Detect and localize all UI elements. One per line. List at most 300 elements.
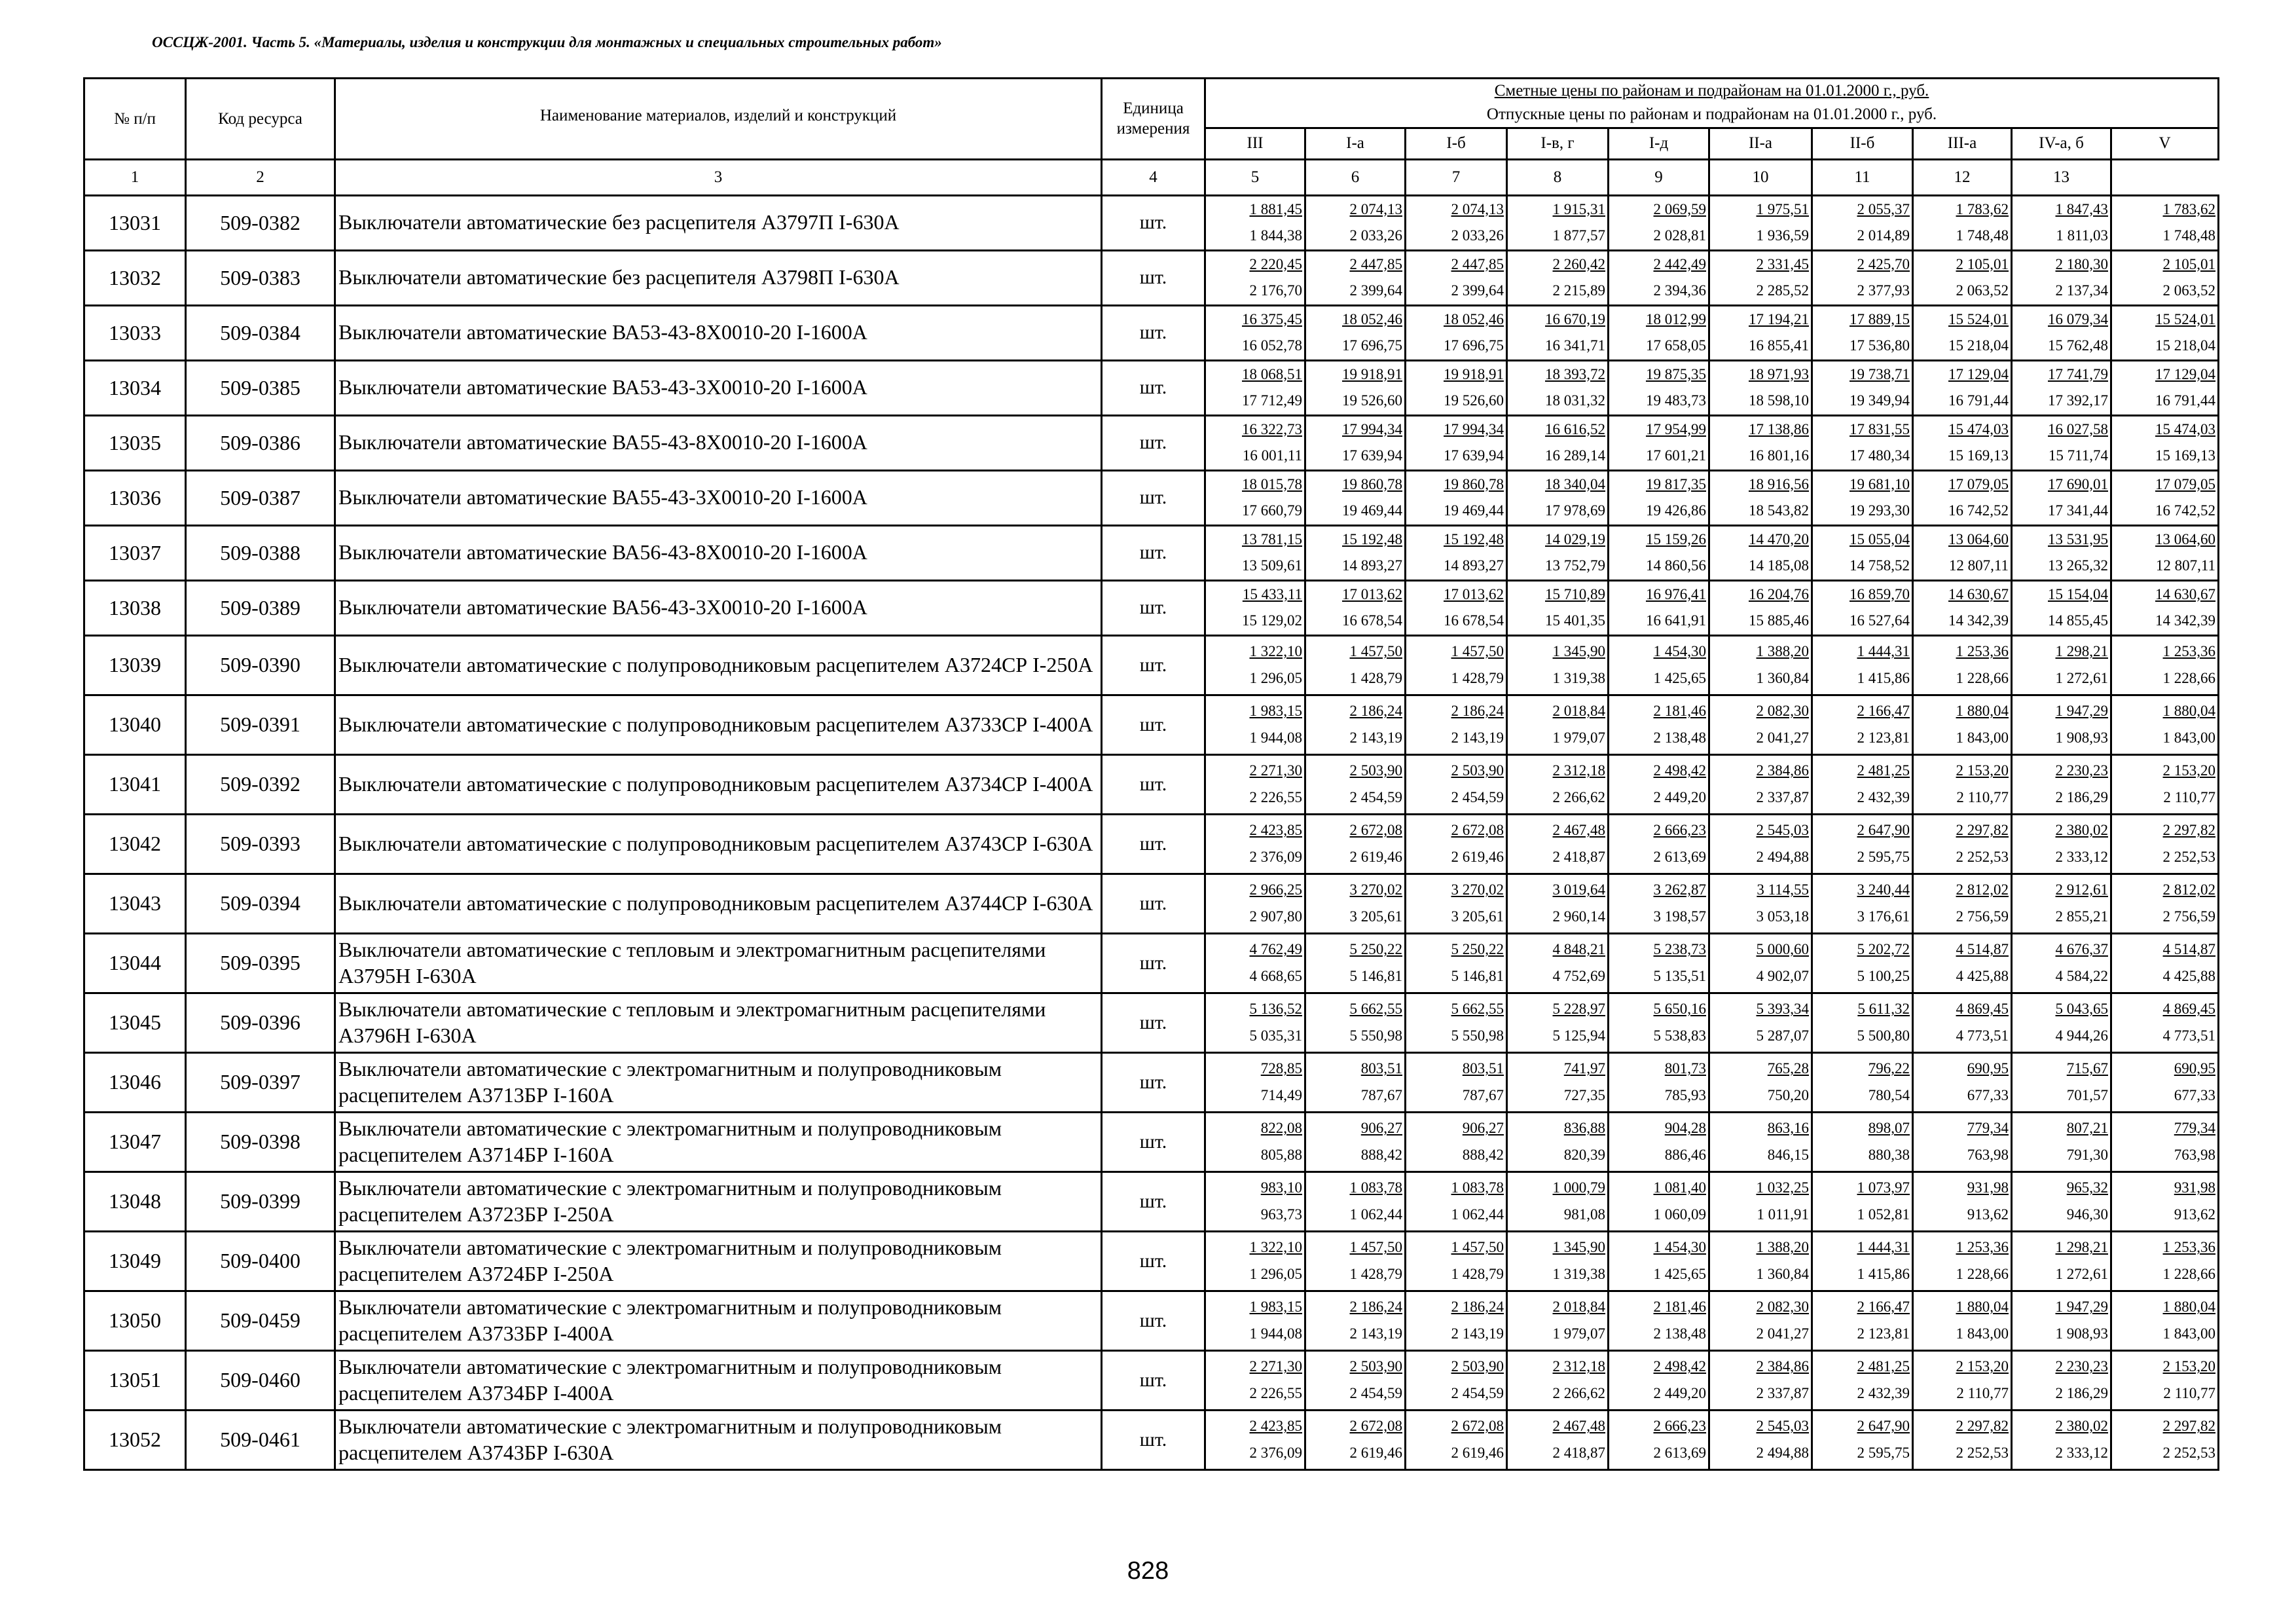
release-price: 14 860,56 <box>1646 557 1706 574</box>
price-cell <box>1913 360 2012 415</box>
estimate-price: 4 676,37 <box>2055 941 2108 958</box>
estimate-price: 13 781,15 <box>1242 530 1302 547</box>
resource-code: 509-0387 <box>186 470 335 525</box>
release-price: 2 418,87 <box>1552 1444 1605 1461</box>
release-price: 763,98 <box>2174 1146 2216 1163</box>
estimate-price: 2 181,46 <box>1653 703 1706 720</box>
unit: шт. <box>1102 933 1205 993</box>
release-price: 805,88 <box>1260 1146 1302 1163</box>
table-row <box>84 993 2219 1052</box>
estimate-price: 19 918,91 <box>1342 365 1402 382</box>
item-name: Выключатели автоматические с электромагнитным и полупроводниковым расцепителем А3743БР I-630А <box>335 1410 1102 1469</box>
price-cell <box>1609 1350 1709 1410</box>
region-header: I-б <box>1406 128 1507 159</box>
estimate-price: 904,28 <box>1664 1120 1706 1137</box>
estimate-price: 2 503,90 <box>1451 1358 1504 1375</box>
price-cell <box>1507 470 1609 525</box>
region-header: V <box>2111 128 2219 159</box>
price-cell <box>1507 874 1609 933</box>
release-price: 2 494,88 <box>1756 848 1809 865</box>
price-cell <box>1406 1052 1507 1112</box>
release-price: 1 360,84 <box>1756 1265 1809 1282</box>
release-price: 1 272,61 <box>2055 1265 2108 1282</box>
price-cell <box>1305 933 1406 993</box>
price-cell <box>1507 754 1609 814</box>
estimate-price: 807,21 <box>2066 1120 2108 1137</box>
table-row <box>84 1052 2219 1112</box>
estimate-price: 1 983,15 <box>1249 703 1302 720</box>
estimate-price: 1 881,45 <box>1249 200 1302 217</box>
estimate-price: 19 875,35 <box>1646 365 1706 382</box>
price-cell <box>2012 1350 2111 1410</box>
price-cell <box>1305 1291 1406 1350</box>
estimate-price: 2 672,08 <box>1451 822 1504 839</box>
estimate-price: 2 271,30 <box>1249 762 1302 779</box>
estimate-price: 690,95 <box>2174 1060 2216 1077</box>
col-header-prices <box>1205 79 2219 128</box>
estimate-price: 5 662,55 <box>1349 1001 1402 1018</box>
unit: шт. <box>1102 1291 1205 1350</box>
price-cell <box>2111 1410 2219 1469</box>
estimate-price: 13 064,60 <box>1948 530 2009 547</box>
estimate-price: 5 238,73 <box>1653 941 1706 958</box>
estimate-price: 1 345,90 <box>1552 643 1605 660</box>
price-cell <box>2012 814 2111 874</box>
price-cell <box>1406 1112 1507 1172</box>
release-price: 2 110,77 <box>2163 788 2216 805</box>
release-price: 1 843,00 <box>2162 729 2216 746</box>
release-price: 2 960,14 <box>1552 908 1605 925</box>
release-price: 701,57 <box>2066 1086 2108 1103</box>
price-cell <box>1709 993 1812 1052</box>
estimate-price: 15 524,01 <box>1948 310 2009 327</box>
estimate-price: 2 503,90 <box>1349 1358 1402 1375</box>
price-cell <box>2012 1291 2111 1350</box>
price-cell <box>1406 993 1507 1052</box>
price-cell <box>1609 1410 1709 1469</box>
release-price: 14 342,39 <box>1948 612 2009 629</box>
price-cell <box>1709 754 1812 814</box>
price-cell <box>1305 1410 1406 1469</box>
release-price: 14 893,27 <box>1444 557 1504 574</box>
estimate-price: 17 194,21 <box>1749 310 1809 327</box>
estimate-price: 16 204,76 <box>1749 585 1809 602</box>
estimate-price: 2 018,84 <box>1552 703 1605 720</box>
estimate-price: 2 055,37 <box>1857 200 1910 217</box>
unit: шт. <box>1102 1350 1205 1410</box>
price-cell <box>2012 933 2111 993</box>
release-price: 2 454,59 <box>1451 1384 1504 1401</box>
item-name: Выключатели автоматические с электромагнитным и полупроводниковым расцепителем А3714БР I-160А <box>335 1112 1102 1172</box>
estimate-price: 2 447,85 <box>1349 255 1402 272</box>
price-cell <box>1507 195 1609 250</box>
release-price: 2 449,20 <box>1653 788 1706 805</box>
estimate-price: 17 129,04 <box>1948 365 2009 382</box>
price-cell <box>1406 415 1507 470</box>
release-price: 17 712,49 <box>1242 392 1302 409</box>
price-cell <box>1406 1291 1507 1350</box>
release-price: 2 285,52 <box>1756 282 1809 299</box>
resource-code: 509-0400 <box>186 1231 335 1291</box>
estimate-price: 2 260,42 <box>1552 255 1605 272</box>
price-cell <box>1709 305 1812 360</box>
release-price: 2 376,09 <box>1249 1444 1302 1461</box>
release-price: 1 908,93 <box>2055 1325 2108 1342</box>
price-cell <box>1609 525 1709 580</box>
estimate-price: 5 136,52 <box>1249 1001 1302 1018</box>
estimate-price: 1 983,15 <box>1249 1299 1302 1316</box>
release-price: 15 218,04 <box>2155 337 2216 354</box>
estimate-price: 19 817,35 <box>1646 475 1706 492</box>
item-name: Выключатели автоматические с электромагнитным и полупроводниковым расцепителем А3713БР I-160А <box>335 1052 1102 1112</box>
estimate-price: 4 762,49 <box>1249 941 1302 958</box>
price-cell <box>1205 1291 1305 1350</box>
release-price: 2 143,19 <box>1451 1325 1504 1342</box>
price-cell <box>1205 1350 1305 1410</box>
release-price: 1 748,48 <box>1956 227 2009 244</box>
estimate-price: 3 114,55 <box>1757 881 1809 898</box>
release-price: 2 041,27 <box>1756 1325 1809 1342</box>
unit: шт. <box>1102 814 1205 874</box>
row-number: 13031 <box>84 195 186 250</box>
estimate-price: 2 105,01 <box>2162 255 2216 272</box>
resource-code: 509-0396 <box>186 993 335 1052</box>
release-price: 3 176,61 <box>1857 908 1910 925</box>
price-cell <box>1709 195 1812 250</box>
release-price: 2 123,81 <box>1857 729 1910 746</box>
price-cell <box>1609 195 1709 250</box>
release-price: 5 538,83 <box>1653 1027 1706 1044</box>
release-price: 4 668,65 <box>1249 967 1302 984</box>
region-header: II-а <box>1709 128 1812 159</box>
release-price: 18 598,10 <box>1749 392 1809 409</box>
price-cell <box>1507 415 1609 470</box>
price-cell <box>1406 933 1507 993</box>
item-name: Выключатели автоматические без расцепителя А3797П I-630А <box>335 195 1102 250</box>
price-cell <box>1205 415 1305 470</box>
release-price: 2 138,48 <box>1653 729 1706 746</box>
release-price: 946,30 <box>2066 1206 2108 1223</box>
estimate-price: 2 423,85 <box>1249 822 1302 839</box>
release-price: 2 333,12 <box>2055 848 2108 865</box>
row-number: 13049 <box>84 1231 186 1291</box>
release-price: 1 843,00 <box>1956 1325 2009 1342</box>
estimate-price: 1 081,40 <box>1653 1179 1706 1196</box>
release-price: 17 660,79 <box>1242 502 1302 519</box>
price-cell <box>1913 635 2012 695</box>
estimate-price: 801,73 <box>1664 1060 1706 1077</box>
release-price: 19 526,60 <box>1342 392 1402 409</box>
release-price: 2 907,80 <box>1249 908 1302 925</box>
release-price: 2 756,59 <box>1956 908 2009 925</box>
price-cell <box>2012 1231 2111 1291</box>
unit: шт. <box>1102 1112 1205 1172</box>
estimate-price: 18 015,78 <box>1242 475 1302 492</box>
release-price: 17 658,05 <box>1646 337 1706 354</box>
estimate-price: 2 181,46 <box>1653 1299 1706 1316</box>
estimate-price: 17 994,34 <box>1342 420 1402 437</box>
prices-header-estimate: Сметные цены по районам и подрайонам на 01.01.2000 г., руб. <box>1494 82 1929 100</box>
release-price: 1 228,66 <box>2162 1265 2216 1282</box>
price-cell <box>1205 470 1305 525</box>
price-cell <box>1507 360 1609 415</box>
estimate-price: 5 000,60 <box>1756 941 1809 958</box>
price-cell <box>1507 993 1609 1052</box>
table-row <box>84 635 2219 695</box>
item-name: Выключатели автоматические с полупроводниковым расцепителем А3743СР I-630А <box>335 814 1102 874</box>
price-cell <box>1709 415 1812 470</box>
estimate-price: 1 457,50 <box>1349 1239 1402 1256</box>
release-price: 1 319,38 <box>1552 669 1605 686</box>
price-cell <box>1609 415 1709 470</box>
price-cell <box>2012 1052 2111 1112</box>
price-cell <box>1205 580 1305 635</box>
price-cell <box>2111 993 2219 1052</box>
price-cell <box>1406 635 1507 695</box>
release-price: 981,08 <box>1563 1206 1605 1223</box>
release-price: 1 228,66 <box>2162 669 2216 686</box>
estimate-price: 779,34 <box>1967 1120 2009 1137</box>
price-cell <box>1507 1052 1609 1112</box>
release-price: 5 500,80 <box>1857 1027 1910 1044</box>
estimate-price: 1 880,04 <box>2162 1299 2216 1316</box>
price-cell <box>1913 1112 2012 1172</box>
release-price: 4 944,26 <box>2055 1027 2108 1044</box>
estimate-price: 18 393,72 <box>1545 365 1605 382</box>
estimate-price: 2 186,24 <box>1451 1299 1504 1316</box>
release-price: 17 392,17 <box>2048 392 2108 409</box>
estimate-price: 1 083,78 <box>1451 1179 1504 1196</box>
release-price: 5 135,51 <box>1653 967 1706 984</box>
price-cell <box>1305 874 1406 933</box>
release-price: 2 028,81 <box>1653 227 1706 244</box>
estimate-price: 15 524,01 <box>2155 310 2216 327</box>
release-price: 15 711,74 <box>2048 447 2108 464</box>
price-cell <box>2111 933 2219 993</box>
estimate-price: 1 444,31 <box>1857 1239 1910 1256</box>
resource-code: 509-0392 <box>186 754 335 814</box>
unit: шт. <box>1102 993 1205 1052</box>
estimate-price: 14 630,67 <box>1948 585 2009 602</box>
estimate-price: 19 860,78 <box>1444 475 1504 492</box>
price-cell <box>1709 580 1812 635</box>
col-header-name: Наименование материалов, изделий и конструкций <box>335 79 1102 160</box>
price-cell <box>1709 470 1812 525</box>
resource-code: 509-0393 <box>186 814 335 874</box>
unit: шт. <box>1102 250 1205 305</box>
price-cell <box>2111 1172 2219 1231</box>
table-row <box>84 415 2219 470</box>
estimate-price: 3 019,64 <box>1552 881 1605 898</box>
price-cell <box>1507 695 1609 754</box>
unit: шт. <box>1102 874 1205 933</box>
release-price: 2 619,46 <box>1349 848 1402 865</box>
price-cell <box>1305 415 1406 470</box>
column-number: 13 <box>2012 159 2111 195</box>
release-price: 963,73 <box>1260 1206 1302 1223</box>
price-cell <box>1913 525 2012 580</box>
release-price: 1 228,66 <box>1956 669 2009 686</box>
estimate-price: 2 442,49 <box>1653 255 1706 272</box>
release-price: 2 186,29 <box>2055 1384 2108 1401</box>
unit: шт. <box>1102 754 1205 814</box>
price-cell <box>1205 993 1305 1052</box>
price-cell <box>1609 993 1709 1052</box>
estimate-price: 18 340,04 <box>1545 475 1605 492</box>
estimate-price: 5 393,34 <box>1756 1001 1809 1018</box>
price-cell <box>1812 305 1913 360</box>
price-cell <box>2012 360 2111 415</box>
resource-code: 509-0399 <box>186 1172 335 1231</box>
item-name: Выключатели автоматические без расцепителя А3798П I-630А <box>335 250 1102 305</box>
release-price: 714,49 <box>1260 1086 1302 1103</box>
estimate-price: 983,10 <box>1260 1179 1302 1196</box>
estimate-price: 1 457,50 <box>1349 643 1402 660</box>
price-cell <box>1205 1112 1305 1172</box>
release-price: 1 011,91 <box>1757 1206 1809 1223</box>
estimate-price: 803,51 <box>1360 1060 1402 1077</box>
price-table <box>83 77 2219 1471</box>
row-number: 13039 <box>84 635 186 695</box>
resource-code: 509-0388 <box>186 525 335 580</box>
release-price: 2 014,89 <box>1857 227 1910 244</box>
estimate-price: 15 154,04 <box>2048 585 2108 602</box>
region-header: IV-а, б <box>2012 128 2111 159</box>
price-cell <box>1709 360 1812 415</box>
release-price: 4 425,88 <box>1956 967 2009 984</box>
release-price: 820,39 <box>1563 1146 1605 1163</box>
item-name: Выключатели автоматические ВА53-43-3Х0010-20 I-1600А <box>335 360 1102 415</box>
estimate-price: 2 467,48 <box>1552 1418 1605 1435</box>
estimate-price: 16 027,58 <box>2048 420 2108 437</box>
table-row <box>84 580 2219 635</box>
price-cell <box>1507 1172 1609 1231</box>
table-row <box>84 1350 2219 1410</box>
release-price: 2 041,27 <box>1756 729 1809 746</box>
estimate-price: 15 192,48 <box>1342 530 1402 547</box>
estimate-price: 14 029,19 <box>1545 530 1605 547</box>
resource-code: 509-0459 <box>186 1291 335 1350</box>
release-price: 2 454,59 <box>1451 788 1504 805</box>
estimate-price: 5 611,32 <box>1857 1001 1910 1018</box>
price-cell <box>1406 814 1507 874</box>
release-price: 2 494,88 <box>1756 1444 1809 1461</box>
item-name: Выключатели автоматические с электромагнитным и полупроводниковым расцепителем А3733БР I-400А <box>335 1291 1102 1350</box>
price-cell <box>1507 525 1609 580</box>
release-price: 16 341,71 <box>1545 337 1605 354</box>
price-cell <box>1205 1052 1305 1112</box>
estimate-price: 796,22 <box>1868 1060 1910 1077</box>
release-price: 1 272,61 <box>2055 669 2108 686</box>
estimate-price: 2 186,24 <box>1349 1299 1402 1316</box>
release-price: 19 426,86 <box>1646 502 1706 519</box>
release-price: 2 756,59 <box>2162 908 2216 925</box>
release-price: 880,38 <box>1868 1146 1910 1163</box>
column-number: 11 <box>1812 159 1913 195</box>
price-cell <box>1913 470 2012 525</box>
release-price: 16 001,11 <box>1242 447 1302 464</box>
price-cell <box>1205 1172 1305 1231</box>
release-price: 2 595,75 <box>1857 1444 1910 1461</box>
release-price: 1 877,57 <box>1552 227 1605 244</box>
estimate-price: 2 166,47 <box>1857 1299 1910 1316</box>
release-price: 2 143,19 <box>1349 729 1402 746</box>
price-cell <box>1812 635 1913 695</box>
estimate-price: 17 013,62 <box>1444 585 1504 602</box>
release-price: 1 319,38 <box>1552 1265 1605 1282</box>
price-cell <box>2012 195 2111 250</box>
release-price: 1 428,79 <box>1349 1265 1402 1282</box>
estimate-price: 863,16 <box>1767 1120 1809 1137</box>
price-cell <box>2111 470 2219 525</box>
release-price: 19 349,94 <box>1850 392 1910 409</box>
price-cell <box>1507 580 1609 635</box>
row-number: 13037 <box>84 525 186 580</box>
release-price: 2 186,29 <box>2055 788 2108 805</box>
price-cell <box>1406 754 1507 814</box>
release-price: 16 678,54 <box>1444 612 1504 629</box>
release-price: 1 052,81 <box>1857 1206 1910 1223</box>
release-price: 2 418,87 <box>1552 848 1605 865</box>
price-cell <box>2111 754 2219 814</box>
release-price: 5 125,94 <box>1552 1027 1605 1044</box>
estimate-price: 16 616,52 <box>1545 420 1605 437</box>
price-cell <box>1305 470 1406 525</box>
price-cell <box>1913 1410 2012 1469</box>
release-price: 2 377,93 <box>1857 282 1910 299</box>
unit: шт. <box>1102 360 1205 415</box>
estimate-price: 2 166,47 <box>1857 703 1910 720</box>
estimate-price: 1 975,51 <box>1756 200 1809 217</box>
estimate-price: 4 869,45 <box>1956 1001 2009 1018</box>
unit: шт. <box>1102 415 1205 470</box>
estimate-price: 2 074,13 <box>1451 200 1504 217</box>
price-cell <box>1507 1291 1609 1350</box>
release-price: 2 337,87 <box>1756 788 1809 805</box>
release-price: 15 218,04 <box>1948 337 2009 354</box>
estimate-price: 2 297,82 <box>1956 822 2009 839</box>
table-row <box>84 525 2219 580</box>
release-price: 4 773,51 <box>1956 1027 2009 1044</box>
release-price: 17 341,44 <box>2048 502 2108 519</box>
release-price: 5 287,07 <box>1756 1027 1809 1044</box>
estimate-price: 2 384,86 <box>1756 762 1809 779</box>
table-row <box>84 1231 2219 1291</box>
item-name: Выключатели автоматические ВА55-43-8Х0010-20 I-1600А <box>335 415 1102 470</box>
table-row <box>84 250 2219 305</box>
price-cell <box>1507 1350 1609 1410</box>
release-price: 16 289,14 <box>1545 447 1605 464</box>
estimate-price: 2 074,13 <box>1349 200 1402 217</box>
release-price: 763,98 <box>1967 1146 2009 1163</box>
release-price: 677,33 <box>1967 1086 2009 1103</box>
row-number: 13050 <box>84 1291 186 1350</box>
release-price: 13 509,61 <box>1242 557 1302 574</box>
release-price: 17 639,94 <box>1342 447 1402 464</box>
price-cell <box>1709 814 1812 874</box>
unit: шт. <box>1102 635 1205 695</box>
price-cell <box>1406 470 1507 525</box>
estimate-price: 17 079,05 <box>1948 475 2009 492</box>
release-price: 2 138,48 <box>1653 1325 1706 1342</box>
release-price: 785,93 <box>1664 1086 1706 1103</box>
price-cell <box>1812 1112 1913 1172</box>
estimate-price: 1 253,36 <box>1956 1239 2009 1256</box>
release-price: 2 143,19 <box>1451 729 1504 746</box>
release-price: 14 855,45 <box>2048 612 2108 629</box>
price-cell <box>1812 933 1913 993</box>
item-name: Выключатели автоматические ВА56-43-3Х0010-20 I-1600А <box>335 580 1102 635</box>
